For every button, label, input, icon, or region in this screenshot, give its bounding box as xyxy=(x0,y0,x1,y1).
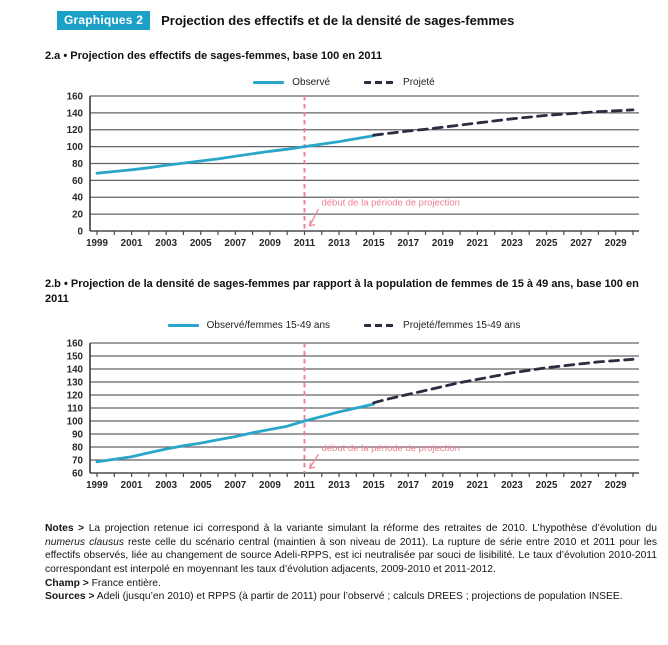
y-tick-label: 100 xyxy=(66,416,83,428)
x-tick-label: 2027 xyxy=(570,238,593,250)
y-tick-label: 100 xyxy=(66,142,83,154)
x-tick-label: 2011 xyxy=(293,479,316,491)
x-tick-label: 2017 xyxy=(397,238,420,250)
x-tick-label: 2027 xyxy=(570,479,593,491)
y-tick-label: 140 xyxy=(66,364,83,376)
x-tick-label: 2007 xyxy=(224,479,247,491)
notes-label: Notes > xyxy=(45,522,85,534)
annotation-arrow xyxy=(309,209,318,226)
y-tick-label: 80 xyxy=(72,159,83,171)
legend-label-observed: Observé xyxy=(292,77,331,89)
y-tick-label: 0 xyxy=(77,226,83,238)
notes-block xyxy=(45,522,657,604)
projected-line xyxy=(374,110,633,135)
x-tick-label: 2005 xyxy=(189,479,212,491)
legend-label-projected-density: Projeté/femmes 15-49 ans xyxy=(403,319,521,331)
observed-line-swatch xyxy=(168,324,199,327)
y-tick-label: 150 xyxy=(66,351,83,363)
y-tick-label: 110 xyxy=(67,403,83,415)
x-tick-label: 2015 xyxy=(362,238,385,250)
x-tick-label: 2013 xyxy=(328,238,350,250)
x-tick-label: 2003 xyxy=(155,238,178,250)
sources-line: Sources > Adeli (jusqu’en 2010) et RPPS (à partir de 2011) pour l’observé ; calculs DREES ; projections de population INSEE. xyxy=(45,591,623,603)
y-tick-label: 80 xyxy=(72,442,83,454)
x-tick-label: 2007 xyxy=(224,238,247,250)
x-tick-label: 2001 xyxy=(120,479,143,491)
y-tick-label: 90 xyxy=(72,429,83,441)
x-tick-label: 2025 xyxy=(535,479,558,491)
observed-line xyxy=(97,136,374,174)
x-tick-label: 2025 xyxy=(535,238,558,250)
x-tick-label: 2011 xyxy=(293,238,316,250)
chart-2a-legend xyxy=(45,77,643,88)
figure-header xyxy=(57,11,668,30)
x-tick-label: 2009 xyxy=(259,479,281,491)
projected-line xyxy=(374,359,633,403)
x-tick-label: 1999 xyxy=(86,238,108,250)
y-tick-label: 120 xyxy=(66,125,83,137)
champ-line: Champ > France entière. xyxy=(45,577,161,589)
x-tick-label: 1999 xyxy=(86,479,108,491)
legend-item-observed xyxy=(253,77,330,88)
y-tick-label: 60 xyxy=(72,468,83,480)
legend-label-projected: Projeté xyxy=(403,77,435,89)
chart-2b-title: 2.b • Projection de la densité de sages-femmes par rapport à la population de femmes de 15 à 49 ans, base 100 en 2011 xyxy=(45,278,639,305)
legend-item-observed-density xyxy=(168,320,330,331)
y-tick-label: 20 xyxy=(72,209,83,221)
x-tick-label: 2017 xyxy=(397,479,420,491)
x-tick-label: 2021 xyxy=(466,479,489,491)
x-tick-label: 2019 xyxy=(431,479,454,491)
notes-line: Notes > La projection retenue ici correspond à la variante simulant la réforme des retraites de 2010. L’hypothèse d’évolution du numerus clausus reste celle du scénario central (maintien à son niveau de 2011). La rupture de série entre 2010 et 2011 pour les effectifs observés, liée au changement de source Adeli-RPPS, est ici neutralisée par souci de lisibilité. Le taux d’évolution 2010-2011 correspondant est interpolé en moyennant les taux d’évolution adjacents, 2009-2010 et 2011-2012. xyxy=(45,522,657,575)
champ-label: Champ > xyxy=(45,577,89,589)
y-tick-label: 130 xyxy=(66,377,83,389)
observed-line-swatch xyxy=(253,81,284,84)
chart-2b xyxy=(45,333,645,500)
figure-tag: Graphiques 2 xyxy=(57,11,150,30)
figure-title: Projection des effectifs et de la densité de sages-femmes xyxy=(161,13,515,28)
x-tick-label: 2023 xyxy=(501,238,523,250)
y-tick-label: 70 xyxy=(72,455,83,467)
projection-annotation: début de la période de projection xyxy=(321,442,460,454)
annotation-arrow xyxy=(309,454,318,468)
projected-line-swatch xyxy=(364,324,395,327)
x-tick-label: 2023 xyxy=(501,479,523,491)
x-tick-label: 2013 xyxy=(328,479,350,491)
x-tick-label: 2001 xyxy=(120,238,143,250)
legend-item-projected-density xyxy=(364,320,520,331)
x-tick-label: 2009 xyxy=(259,238,281,250)
chart-2a-title: 2.a • Projection des effectifs de sages-femmes, base 100 en 2011 xyxy=(45,50,383,62)
chart-2b-legend xyxy=(45,320,643,331)
y-tick-label: 40 xyxy=(72,192,83,204)
legend-label-observed-density: Observé/femmes 15-49 ans xyxy=(206,319,331,331)
x-tick-label: 2005 xyxy=(189,238,212,250)
sources-label: Sources > xyxy=(45,591,95,603)
x-tick-label: 2015 xyxy=(362,479,385,491)
x-tick-label: 2003 xyxy=(155,479,178,491)
y-tick-label: 120 xyxy=(66,390,83,402)
x-tick-label: 2019 xyxy=(431,238,454,250)
y-tick-label: 160 xyxy=(66,338,83,350)
legend-item-projected xyxy=(364,77,435,88)
y-tick-label: 160 xyxy=(66,91,83,103)
x-tick-label: 2029 xyxy=(604,238,627,250)
x-tick-label: 2029 xyxy=(604,479,627,491)
notes-italic-term: numerus clausus xyxy=(45,536,124,548)
projected-line-swatch xyxy=(364,81,395,84)
y-tick-label: 140 xyxy=(66,108,83,120)
projection-annotation: début de la période de projection xyxy=(321,197,460,209)
chart-2a xyxy=(45,90,645,251)
x-tick-label: 2021 xyxy=(466,238,489,250)
y-tick-label: 60 xyxy=(72,176,83,188)
